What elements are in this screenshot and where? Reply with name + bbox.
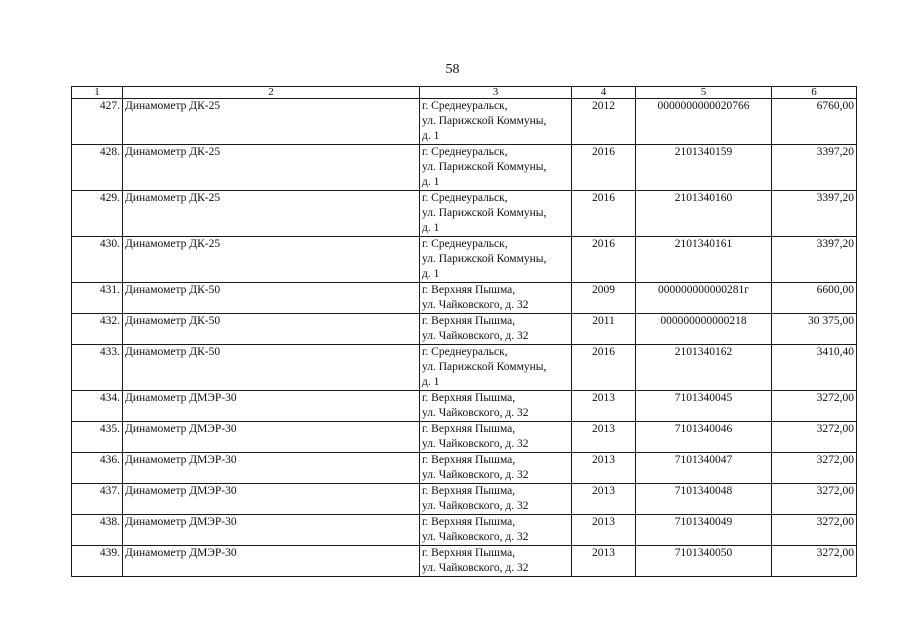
column-header: 4 — [572, 87, 636, 99]
address-line: г. Верхняя Пышма, — [422, 392, 516, 404]
inventory-number-cell: 7101340050 — [636, 546, 772, 577]
address-line: ул. Чайковского, д. 32 — [422, 531, 529, 543]
row-number-cell: 430. — [72, 237, 123, 283]
row-number-cell: 437. — [72, 484, 123, 515]
inventory-number-cell: 2101340160 — [636, 191, 772, 237]
table-row — [72, 422, 857, 453]
inventory-number-cell: 2101340162 — [636, 345, 772, 391]
inventory-number-cell: 7101340049 — [636, 515, 772, 546]
year-cell: 2011 — [572, 314, 636, 345]
table-row — [72, 515, 857, 546]
address-cell — [420, 391, 572, 422]
address-line: г. Среднеуральск, — [422, 146, 508, 158]
address-line: г. Верхняя Пышма, — [422, 284, 516, 296]
address-line: г. Верхняя Пышма, — [422, 423, 516, 435]
address-line: г. Среднеуральск, — [422, 238, 508, 250]
row-number-cell: 427. — [72, 99, 123, 145]
cost-cell: 3272,00 — [772, 546, 857, 577]
address-cell — [420, 145, 572, 191]
table-row — [72, 145, 857, 191]
address-line: г. Среднеуральск, — [422, 192, 508, 204]
item-name-cell: Динамометр ДК-50 — [123, 283, 420, 314]
table-body — [72, 99, 857, 577]
inventory-number-cell: 2101340161 — [636, 237, 772, 283]
cost-cell: 3272,00 — [772, 453, 857, 484]
item-name-cell: Динамометр ДК-25 — [123, 99, 420, 145]
address-cell — [420, 283, 572, 314]
address-line: г. Верхняя Пышма, — [422, 454, 516, 466]
year-cell: 2009 — [572, 283, 636, 314]
row-number-cell: 439. — [72, 546, 123, 577]
address-cell — [420, 484, 572, 515]
page-number: 58 — [445, 62, 460, 77]
cost-cell: 3397,20 — [772, 191, 857, 237]
cost-cell: 30 375,00 — [772, 314, 857, 345]
year-cell: 2013 — [572, 453, 636, 484]
cost-cell: 6600,00 — [772, 283, 857, 314]
column-header: 5 — [636, 87, 772, 99]
inventory-number-cell: 000000000000281г — [636, 283, 772, 314]
item-name-cell: Динамометр ДМЭР-30 — [123, 453, 420, 484]
address-line: ул. Чайковского, д. 32 — [422, 299, 529, 311]
address-cell — [420, 515, 572, 546]
address-line: ул. Парижской Коммуны, — [422, 253, 547, 265]
row-number-cell: 432. — [72, 314, 123, 345]
inventory-number-cell: 000000000000218 — [636, 314, 772, 345]
item-name-cell: Динамометр ДК-50 — [123, 345, 420, 391]
address-line: ул. Парижской Коммуны, — [422, 161, 547, 173]
year-cell: 2013 — [572, 515, 636, 546]
row-number-cell: 428. — [72, 145, 123, 191]
address-line: д. 1 — [422, 176, 440, 188]
address-line: д. 1 — [422, 222, 440, 234]
cost-cell: 3272,00 — [772, 515, 857, 546]
item-name-cell: Динамометр ДК-50 — [123, 314, 420, 345]
address-line: ул. Чайковского, д. 32 — [422, 407, 529, 419]
table-header-row — [72, 87, 857, 99]
address-line: ул. Чайковского, д. 32 — [422, 500, 529, 512]
address-line: ул. Парижской Коммуны, — [422, 207, 547, 219]
inventory-number-cell: 7101340046 — [636, 422, 772, 453]
address-line: г. Среднеуральск, — [422, 346, 508, 358]
row-number-cell: 431. — [72, 283, 123, 314]
cost-cell: 3410,40 — [772, 345, 857, 391]
item-name-cell: Динамометр ДК-25 — [123, 145, 420, 191]
item-name-cell: Динамометр ДМЭР-30 — [123, 484, 420, 515]
row-number-cell: 435. — [72, 422, 123, 453]
column-header: 2 — [123, 87, 420, 99]
year-cell: 2013 — [572, 391, 636, 422]
address-line: ул. Парижской Коммуны, — [422, 361, 547, 373]
row-number-cell: 434. — [72, 391, 123, 422]
table-row — [72, 546, 857, 577]
row-number-cell: 429. — [72, 191, 123, 237]
address-line: г. Среднеуральск, — [422, 100, 508, 112]
address-cell — [420, 422, 572, 453]
table-row — [72, 191, 857, 237]
table-row — [72, 345, 857, 391]
year-cell: 2013 — [572, 422, 636, 453]
address-line: ул. Чайковского, д. 32 — [422, 469, 529, 481]
address-cell — [420, 453, 572, 484]
address-line: г. Верхняя Пышма, — [422, 516, 516, 528]
address-cell — [420, 99, 572, 145]
inventory-number-cell: 0000000000020766 — [636, 99, 772, 145]
year-cell: 2016 — [572, 145, 636, 191]
address-cell — [420, 237, 572, 283]
table-row — [72, 484, 857, 515]
table-row — [72, 99, 857, 145]
year-cell: 2016 — [572, 237, 636, 283]
item-name-cell: Динамометр ДМЭР-30 — [123, 546, 420, 577]
address-line: ул. Чайковского, д. 32 — [422, 438, 529, 450]
address-cell — [420, 314, 572, 345]
row-number-cell: 433. — [72, 345, 123, 391]
address-line: д. 1 — [422, 130, 440, 142]
address-line: г. Верхняя Пышма, — [422, 485, 516, 497]
table-row — [72, 237, 857, 283]
item-name-cell: Динамометр ДК-25 — [123, 191, 420, 237]
inventory-number-cell: 7101340048 — [636, 484, 772, 515]
row-number-cell: 436. — [72, 453, 123, 484]
inventory-number-cell: 2101340159 — [636, 145, 772, 191]
year-cell: 2013 — [572, 546, 636, 577]
address-line: ул. Парижской Коммуны, — [422, 115, 547, 127]
address-line: д. 1 — [422, 268, 440, 280]
cost-cell: 3397,20 — [772, 145, 857, 191]
address-cell — [420, 191, 572, 237]
address-line: ул. Чайковского, д. 32 — [422, 330, 529, 342]
table-row — [72, 391, 857, 422]
year-cell: 2012 — [572, 99, 636, 145]
row-number-cell: 438. — [72, 515, 123, 546]
cost-cell: 3272,00 — [772, 422, 857, 453]
table-row — [72, 314, 857, 345]
item-name-cell: Динамометр ДМЭР-30 — [123, 515, 420, 546]
address-cell — [420, 345, 572, 391]
cost-cell: 3397,20 — [772, 237, 857, 283]
column-header: 6 — [772, 87, 857, 99]
column-header: 3 — [420, 87, 572, 99]
property-table — [71, 86, 857, 577]
item-name-cell: Динамометр ДМЭР-30 — [123, 391, 420, 422]
year-cell: 2016 — [572, 345, 636, 391]
year-cell: 2013 — [572, 484, 636, 515]
address-cell — [420, 546, 572, 577]
cost-cell: 3272,00 — [772, 484, 857, 515]
address-line: д. 1 — [422, 376, 440, 388]
address-line: ул. Чайковского, д. 32 — [422, 562, 529, 574]
inventory-number-cell: 7101340047 — [636, 453, 772, 484]
inventory-number-cell: 7101340045 — [636, 391, 772, 422]
year-cell: 2016 — [572, 191, 636, 237]
cost-cell: 6760,00 — [772, 99, 857, 145]
item-name-cell: Динамометр ДМЭР-30 — [123, 422, 420, 453]
address-line: г. Верхняя Пышма, — [422, 315, 516, 327]
column-header: 1 — [72, 87, 123, 99]
address-line: г. Верхняя Пышма, — [422, 547, 516, 559]
table-row — [72, 283, 857, 314]
item-name-cell: Динамометр ДК-25 — [123, 237, 420, 283]
table-row — [72, 453, 857, 484]
cost-cell: 3272,00 — [772, 391, 857, 422]
